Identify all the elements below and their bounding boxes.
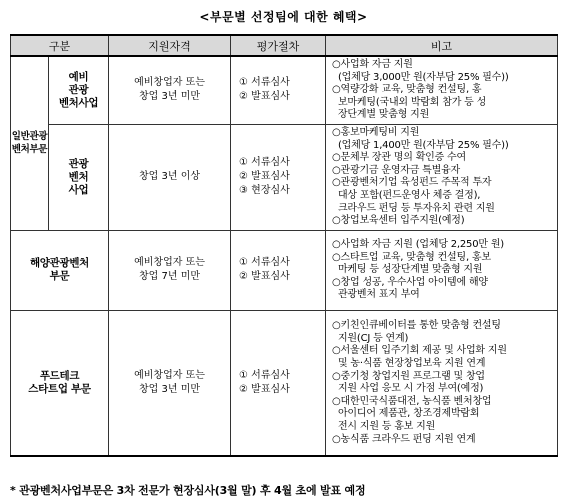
row-procedure: ① 서류심사 ② 발표심사: [231, 56, 326, 124]
header-procedure: 평가절차: [231, 35, 326, 56]
footnote: * 관광벤처사업부문은 3차 전문가 현장심사(3월 말) 후 4월 초에 발표 예정: [10, 484, 366, 497]
row-label: 예비 관광 벤처사업: [49, 56, 109, 124]
table-row: [11, 124, 558, 230]
row-procedure: ① 서류심사 ② 발표심사: [231, 310, 326, 456]
table-row: [11, 310, 558, 456]
group-label: 일반관광 벤처부문: [11, 56, 49, 230]
header-notes: 비고: [326, 35, 558, 56]
row-label: 관광 벤처 사업: [49, 124, 109, 230]
row-notes: ○사업화 자금 지원 (업체당 2,250만 원) ○스타트업 교육, 맞춤형 컨설팅, 홍보 마케팅 등 성장단계별 맞춤형 지원 ○창업 성공, 우수사업 아이템에 해양 관광벤처 표지 부여: [326, 230, 558, 310]
row-qualification: 예비창업자 또는 창업 3년 미만: [109, 310, 231, 456]
row-notes: ○키친인큐베이터를 통한 맞춤형 컨설팅 지원(CJ 등 연계) ○서울센터 입주기회 제공 및 사업화 지원 및 농·식품 현장창업보육 지원 연계 ○중기청 창업지원 프로그램 및 창업 지원 사업 응모 시 가점 부여(예정) ○대한민국식품대전, 농식품 벤처창업 아이디어 제품관, 창조경제박람회 전시 지원 등 홍보 지원 ○농식품 크라우드 펀딩 지원 연계: [326, 310, 558, 456]
header-qualification: 지원자격: [109, 35, 231, 56]
row-label: 푸드테크 스타트업 부문: [11, 310, 109, 456]
row-qualification: 예비창업자 또는 창업 3년 미만: [109, 56, 231, 124]
row-notes: ○사업화 자금 지원 (업체당 3,000만 원(자부담 25% 필수)) ○역량강화 교육, 맞춤형 컨설팅, 홍 보마케팅(국내외 박람회 참가 등 성 장단계별 맞춤형 지원: [326, 56, 558, 124]
benefits-table: [10, 34, 558, 457]
row-procedure: ① 서류심사 ② 발표심사: [231, 230, 326, 310]
row-qualification: 예비창업자 또는 창업 7년 미만: [109, 230, 231, 310]
header-row: [11, 35, 558, 56]
table-title: <부문별 선정팀에 대한 혜택>: [199, 10, 368, 24]
row-procedure: ① 서류심사 ② 발표심사 ③ 현장심사: [231, 124, 326, 230]
table-row: [11, 230, 558, 310]
table-row: [11, 56, 558, 124]
row-notes: ○홍보마케팅비 지원 (업체당 1,400만 원(자부담 25% 필수)) ○문체부 장관 명의 확인증 수여 ○관광기금 운영자금 특별융자 ○관광벤처기업 육성펀드 주목적 투자 대상 포함(펀드운영사 체증 결정), 크라우드 펀딩 등 투자유치 관련 지원 ○창업보육센터 입주지원(예정): [326, 124, 558, 230]
header-category: 구분: [11, 35, 109, 56]
row-qualification: 창업 3년 이상: [109, 124, 231, 230]
row-label: 해양관광벤처 부문: [11, 230, 109, 310]
